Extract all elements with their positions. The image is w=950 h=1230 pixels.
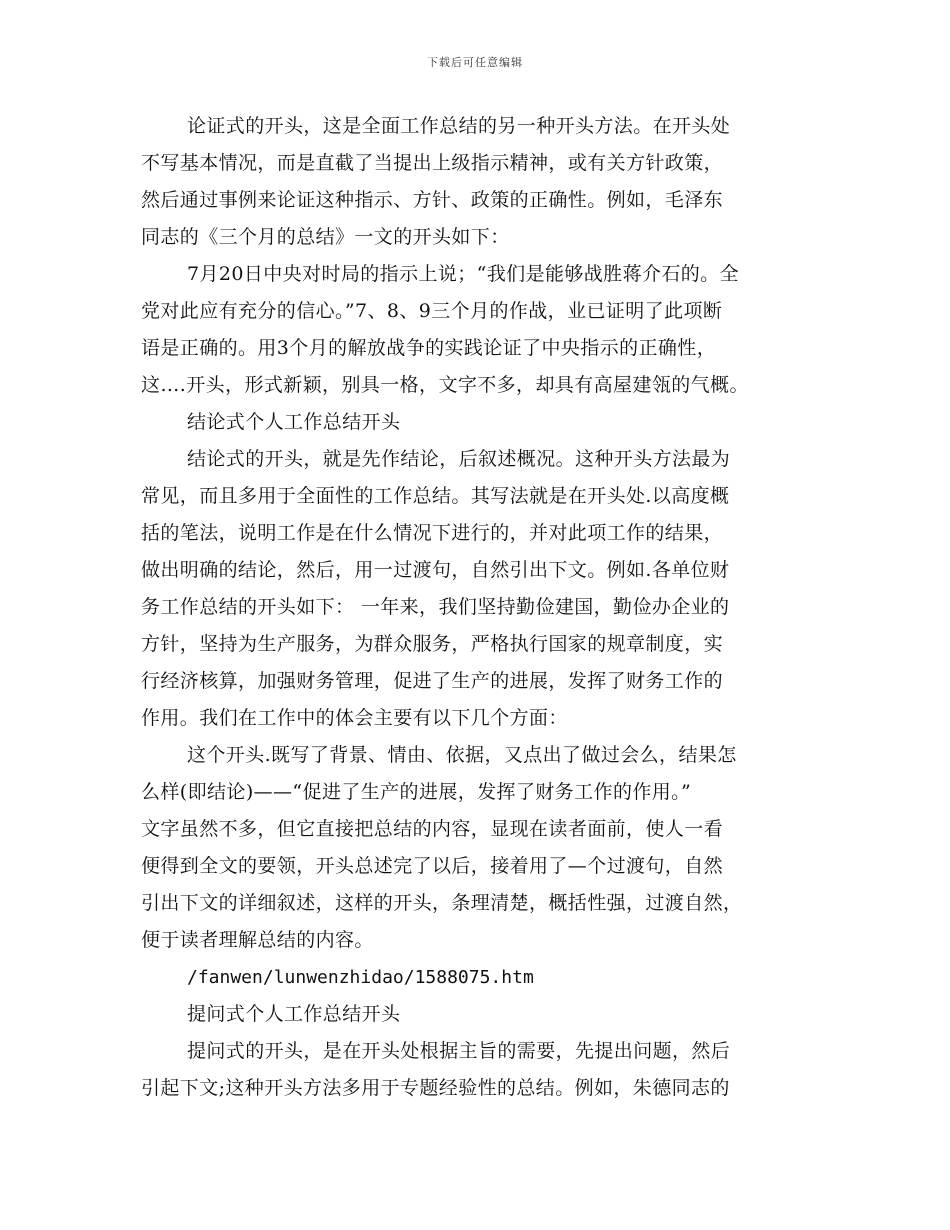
text-line: 务工作总结的开头如下： 一年来，我们坚持勤俭建国，勤俭办企业的 [141,596,730,618]
text-line: 提问式个人工作总结开头 [187,1003,401,1025]
text-line: 便于读者理解总结的内容。 [141,929,374,951]
text-line: 语是正确的。用3个月的解放战争的实践论证了中央指示的正确性， [141,337,717,359]
text-line: 行经济核算，加强财务管理，促进了生产的进展，发挥了财务工作的 [141,670,724,692]
text-line: 这个开头.既写了背景、情由、依据，又点出了做过会么，结果怎 [187,744,737,766]
text-line: 引起下文;这种开头方法多用于专题经验性的总结。例如，朱德同志的 [141,1077,730,1099]
text-line: 做出明确的结论，然后，用一过渡句，自然引出下文。例如.各单位财 [141,559,730,581]
document-body [141,108,817,1107]
text-line: 作用。我们在工作中的体会主要有以下几个方面： [141,707,568,729]
text-line: 结论式个人工作总结开头 [187,411,401,433]
text-line: 结论式的开头，就是先作结论，后叙述概况。这种开头方法最为 [187,448,731,470]
text-line: 7月20日中央对时局的指示上说；“我们是能够战胜蒋介石的。全 [187,263,739,285]
text-line: 便得到全文的要领，开头总述完了以后，接着用了—个过渡句，自然 [141,855,724,877]
text-line: 括的笔法，说明工作是在什么情况下进行的，并对此项工作的结果， [141,522,724,544]
text-line: 论证式的开头，这是全面工作总结的另一种开头方法。在开头处 [187,115,731,137]
text-line: 么样(即结论)——“促进了生产的进展，发挥了财务工作的作用。” [141,781,692,803]
text-line: 文字虽然不多，但它直接把总结的内容，显现在读者面前，使人一看 [141,818,724,840]
text-line: 党对此应有充分的信心。”7、8、9三个月的作战，业已证明了此项断 [141,300,723,322]
url-line: /fanwen/lunwenzhidao/1588075.htm [187,967,534,988]
text-line: 引出下文的详细叙述，这样的开头，条理清楚，概括性强，过渡自然， [141,892,743,914]
text-line: 同志的《三个月的总结》一文的开头如下： [141,226,510,248]
text-line: 这….开头，形式新颖，别具一格，文字不多，却具有高屋建瓴的气概。 [141,374,749,396]
text-line: 不写基本情况，而是直截了当提出上级指示精神，或有关方针政策， [141,152,724,174]
text-line: 方针，坚持为生产服务，为群众服务，严格执行国家的规章制度，实 [141,633,724,655]
text-line: 然后通过事例来论证这种指示、方针、政策的正确性。例如，毛泽东 [141,189,724,211]
text-line: 常见，而且多用于全面性的工作总结。其写法就是在开头处.以高度概 [141,485,730,507]
page-header: 下载后可任意编辑 [427,56,523,69]
text-line: 提问式的开头，是在开头处根据主旨的需要，先提出问题，然后 [187,1040,731,1062]
